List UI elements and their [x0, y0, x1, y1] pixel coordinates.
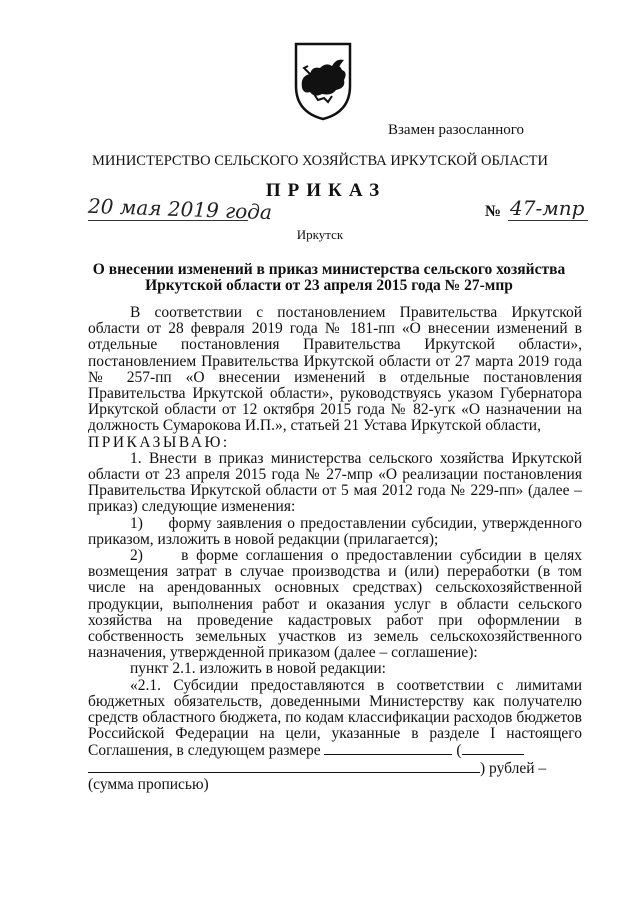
- ministry-name: МИНИСТЕРСТВО СЕЛЬСКОГО ХОЗЯЙСТВА ИРКУТСКОЙ ОБЛАСТИ: [92, 153, 548, 169]
- paren-open: (: [456, 742, 462, 760]
- date-underline: [88, 220, 248, 221]
- preamble-paragraph: В соответствии с постановлением Правительства Иркутской области от 28 февраля 2019 года № 181-пп «О внесении изменений в отдельные постановления Правительства Иркутской области», постановлением Правительства Иркутской области от 27 марта 2019 года № 257-пп «О внесении изменений в отдельные постановления Правительства Иркутской области», руководствуясь указом Губернатора Иркутской области от 12 октября 2015 года № 82-угк «О назначении на должность Сумарокова И.П.», статьей 21 Устава Иркутской области,: [88, 304, 582, 435]
- number-label: №: [485, 203, 502, 220]
- rub-line: [88, 760, 582, 777]
- item-2-paragraph: 2) в форме соглашения о предоставлении субсидии в целях возмещения затрат в случае производства и (или) переработки (в том числе на арендованных основных средствах) сельскохозяйственной продукции, выполнения работ и оказания услуг в области сельского хозяйства на проведение кадастровых работ при оформлении в собственность земельных участков из земель сельскохозяйственного назначения, утвержденной приказом (далее – соглашение):: [88, 547, 582, 662]
- handwritten-number: 47-мпр: [510, 196, 585, 220]
- rub-suffix: ) рублей –: [480, 759, 547, 777]
- order-body: [88, 305, 582, 793]
- order-title: О внесении изменений в приказ министерства сельского хозяйства Иркутской области от 23 апреля 2015 года № 27-мпр: [92, 261, 566, 294]
- city: Иркутск: [296, 227, 344, 242]
- amount-words-blank: [88, 760, 480, 773]
- amount-words-blank-end: [462, 742, 524, 755]
- handwritten-date: 20 мая 2019 года: [87, 193, 273, 225]
- quote-text: «2.1. Субсидии предоставляются в соответствии с лимитами бюджетных обязательств, доведенными Министерству как получателю средств областного бюджета, по кодам классификации расходов бюджетов Российской Федерации на цели, указанные в разделе I настоящего Соглашения, в следующем размере: [88, 676, 582, 760]
- amount-caption: (сумма прописью): [88, 775, 209, 793]
- irkutsk-coat-of-arms-icon: [292, 40, 354, 122]
- quote-paragraph: [88, 678, 582, 760]
- point-2-1-paragraph: пункт 2.1. изложить в новой редакции:: [130, 660, 386, 678]
- clause-1-paragraph: 1. Внести в приказ министерства сельского хозяйства Иркутской области от 23 апреля 2015 года № 27-мпр «О реализации постановления Правительства Иркутской области от 5 мая 2012 года № 229-пп» (далее – приказ) следующие изменения:: [88, 449, 582, 516]
- number-underline: [508, 220, 588, 221]
- document-type: ПРИКАЗ: [265, 180, 387, 201]
- item-1-paragraph: 1) форму заявления о предоставлении субсидии, утвержденного приказом, изложить в новой редакции (прилагается);: [88, 514, 582, 548]
- order-word: ПРИКАЗЫВАЮ:: [88, 433, 230, 451]
- replaced-note: Взамен разосланного: [388, 122, 525, 138]
- amount-blank: [324, 742, 452, 755]
